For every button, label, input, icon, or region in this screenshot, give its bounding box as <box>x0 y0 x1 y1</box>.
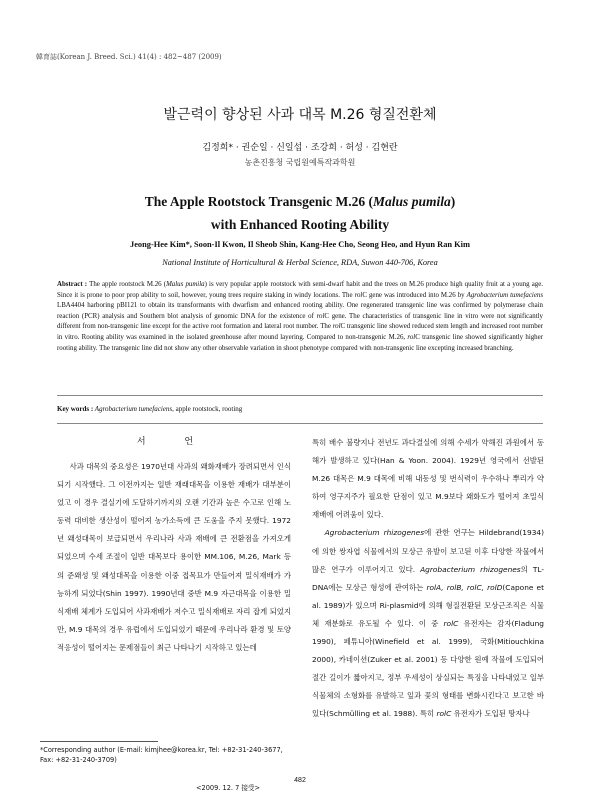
english-affiliation: National Institute of Horticultural & Herbal Science, RDA, Suwon 440-706, Korea <box>162 258 438 267</box>
page-number: 482 <box>294 777 306 784</box>
received-date: <2009. 12. 7 接受> <box>196 784 261 792</box>
italic-term: rolC <box>436 709 452 719</box>
abstract <box>57 280 543 354</box>
column-left <box>57 458 291 657</box>
keywords-label: Key words : <box>57 405 94 413</box>
divider <box>57 395 543 396</box>
keywords-rest: , apple rootstock, rooting <box>172 405 243 413</box>
divider <box>57 423 543 424</box>
korean-title: 발근력이 향상된 사과 대목 M.26 형질전환체 <box>163 107 437 123</box>
abstract-text: C transgenic line showed reduced stem length and increased root number in vitro. Rooting ability was examined in the isolated greenhouse after mound layering. Compared to non-transgenic M.26, <box>57 323 543 341</box>
paragraph: 특히 배수 불량지나 전년도 과다결실에 의해 수세가 약해진 과원에서 동해가 발생하고 있다(Han & Yoon. 2004). 1929년 영국에서 선발된 M.26 대목은 M.9 대목에 비해 내동성 및 번식력이 우수하나 뿌리가 약하여 영구지주가 필요한 단점이 있고 M.9보다 왜화도가 떨어져 초밀식 재배에 어려움이 있다. <box>312 438 544 520</box>
abstract-text: C gene. The characteristics of transgenic line in vitro were not significantly different from non-transgenic line except for the active root formation and lateral root number. The <box>57 312 543 331</box>
text-run: 의 TL-DNA에는 모상근 형성에 관여하는 <box>312 564 545 592</box>
abstract-text: The apple rootstock M.26 ( <box>87 281 167 288</box>
footnote-rule <box>40 741 158 742</box>
paragraph <box>312 524 544 723</box>
paragraph: 사과 대목의 중요성은 1970년대 사과의 왜화재배가 장려되면서 인식되기 시작했다. 그 이전까지는 일반 재래대목을 이용한 재배가 대부분이었고 이 경우 결실기에 도달하기까지의 오랜 기간과 높은 수고로 인해 노동력 대비한 생산성이 떨어져 농가소득에 큰 도움을 주지 못했다. 1972년 왜성대목이 보급되면서 우리나라 사과 재배에 큰 전환점을 가져오게 되었으며 수세 조절이 일반 대목보다 용이한 MM.106, M.26, Mark 등의 준왜성 및 왜성대목을 이용한 이중 접목묘가 만들어져 밀식재배가 가능하게 되었다(Shin 1997). 1990년대 중반 M.9 자근대목을 이용한 밀식재배 체계가 도입되어 사과재배가 저수고 밀식재배로 자리 잡게 되었지만, M.9 대목의 경우 유럽에서 도입되었기 때문에 우리나라 환경 및 토양 적응성이 떨어지는 문제점들이 최근 나타나기 시작하고 있는데 <box>57 462 291 652</box>
abstract-italic: rol <box>407 333 416 341</box>
abstract-text: C gene was introduced into M.26 by <box>362 291 467 299</box>
english-title-part-a: The Apple Rootstock Transgenic M.26 ( <box>144 194 374 209</box>
abstract-text: C transgenic line showed significantly higher rooting ability. The transgenic line did not show any other observable variation in shoot phenotype compared with non-transgenic line excepting increased branching. <box>57 333 543 352</box>
italic-term: Agrobacterium rhizogenes <box>420 564 521 574</box>
korean-affiliation: 농촌진흥청 국립원예특작과학원 <box>244 158 356 167</box>
keywords-italic: Agrobacterium tumefaciens <box>93 405 173 413</box>
section-heading: 서 언 <box>136 437 212 447</box>
italic-term: rolA, rolB, rolC, rolD <box>426 582 503 592</box>
abstract-italic: rol <box>332 323 341 331</box>
text-run: 에 관한 연구는 Hildebrand(1934)에 의한 쌍자엽 식물에서의 모상근 유발이 보고된 이후 다양한 작물에서 많은 연구가 이루어지고 있다. <box>312 528 544 574</box>
abstract-italic: rol <box>316 312 325 320</box>
journal-citation: 韓育誌(Korean J. Breed. Sci.) 41(4) : 482~487 (2009) <box>36 53 222 61</box>
abstract-italic: Agrobacterium tumefaciens <box>466 291 544 299</box>
english-title-line2: with Enhanced Rooting Ability <box>210 217 390 232</box>
english-title-part-b: ) <box>450 194 456 209</box>
keywords <box>57 405 543 413</box>
korean-authors: 김정희* · 권순일 · 신일섭 · 조강희 · 허성 · 김현란 <box>202 143 398 153</box>
english-authors: Jeong-Hee Kim*, Soon-Il Kwon, Il Sheob Shin, Kang-Hee Cho, Seong Heo, and Hyun Ran Kim <box>130 240 470 249</box>
italic-term: Agrobacterium rhizogenes <box>324 528 425 538</box>
text-run: 유전자는 감자(Fladung 1990), 페튜니아(Winefield et al. 1999), 국화(Mitiouchkina 2000), 카네이션(Zuker et al. 2001) 등 다양한 원예 작물에 도입되어 절간 길이가 짧아지고, 정부 우세성이 상실되는 특징을 나타내었고 일부 식물체의 소형화를 유발하고 잎과 꽃의 형태를 변화시킨다고 보고한 바 있다(Schmülling et al. 1988). 특히 <box>312 618 544 719</box>
abstract-italic: rol <box>354 291 363 299</box>
text-run: 유전자가 도입된 땅자나 <box>451 709 530 719</box>
corresponding-author-footnote: *Corresponding author (E-mail: kimjhee@korea.kr, Tel: +82-31-240-3677, Fax: +82-31-240-3709) <box>40 746 283 764</box>
abstract-text: ) is very popular apple rootstock with semi-dwarf habit and the trees on M.26 produce high quality fruit at a young age. Since it is prone to poor prop ability to soil, however, young trees require staking in windy locations. The <box>57 281 543 299</box>
italic-term: rolC <box>443 618 459 628</box>
column-right <box>312 434 544 724</box>
english-title-species: Malus pumila <box>373 194 451 209</box>
abstract-label: Abstract : <box>57 281 88 288</box>
abstract-text: LBA4404 harboring pBI121 to obtain its transformants with dwarfism and enhanced rooting ability. One regenerated transgenic line was confirmed by polymerase chain reaction (PCR) analysis and Southern blot analysis of genomic DNA for the existence of <box>57 302 543 320</box>
abstract-italic: Malus pumila <box>166 281 205 288</box>
text-run: (Capone et al. 1989)가 있으며 Ri-plasmid에 의해 형질전환된 모상근조직은 식물체 재분화로 유도될 수 있다. 이 중 <box>312 582 545 628</box>
english-title <box>0 190 600 236</box>
